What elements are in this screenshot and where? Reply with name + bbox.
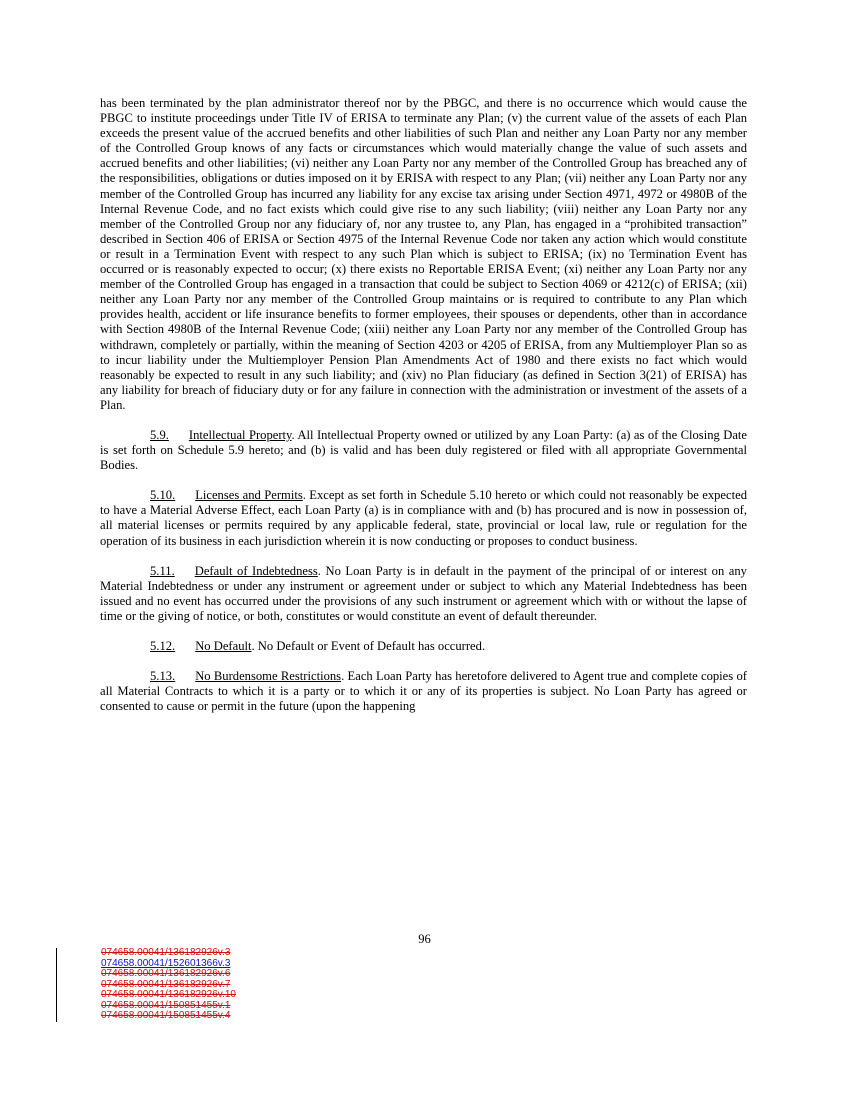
doc-id-deleted: 074658.00041/136182926v.7 [101, 978, 231, 990]
section-text: . Each Loan Party has heretofore delivered to Agent true and complete copies of all Material Contracts to which it is a party or to which it or any of its properties is subject. No Loan Party has agreed or consented to cause or permit in the future (upon the happening [100, 669, 747, 714]
section-title: No Default [195, 639, 252, 653]
section-title: Intellectual Property [188, 427, 292, 442]
document-id-footer [56, 948, 236, 1022]
section-title: Default of Indebtedness [194, 563, 318, 578]
doc-id-deleted: 074658.00041/136182926v.3 [101, 947, 231, 958]
page-number: 96 [418, 932, 431, 946]
section-number: 5.10. [150, 488, 176, 503]
section-number: 5.13. [150, 669, 176, 684]
section-title: No Burdensome Restrictions [195, 669, 342, 684]
section-paragraph [100, 564, 747, 624]
section-text: . No Default or Event of Default has occurred. [251, 639, 486, 653]
continuation-paragraph: has been terminated by the plan administrator thereof nor by the PBGC, and there is no occurrence which would cause the PBGC to institute proceedings under Title IV of ERISA to terminate any Plan; (v) the current value of the assets of each Plan exceeds the present value of the accrued benefits and other liabilities of such Plan and neither any Loan Party nor any member of the Controlled Group knows of any facts or circumstances which would materially change the value of such assets and accrued benefits and other liabilities; (vi) neither any Loan Party nor any member of the Controlled Group has breached any of the responsibilities, obligations or duties imposed on it by ERISA with respect to any Plan; (vii) neither any Loan Party nor any member of the Controlled Group has incurred any liability for any excise tax arising under Section 4971, 4972 or 4980B of the Internal Revenue Code, and no fact exists which could give rise to any such liability; (viii) neither any Loan Party nor any member of the Controlled Group nor any fiduciary of, nor any trustee to, any Plan, has engaged in a “prohibited transaction” described in Section 406 of ERISA or Section 4975 of the Internal Revenue Code nor taken any action which would constitute or result in a Termination Event with respect to any such Plan which is subject to ERISA; (ix) no Termination Event has occurred or is reasonably expected to occur; (x) there exists no Reportable ERISA Event; (xi) neither any Loan Party nor any member of the Controlled Group has engaged in a transaction that could be subject to Section 4069 or 4212(c) of ERISA; (xii) neither any Loan Party nor any member of the Controlled Group maintains or is required to contribute to any Plan which provides health, accident or life insurance benefits to former employees, their spouses or dependents, other than in accordance with Section 4980B of the Internal Revenue Code; (xiii) neither any Loan Party nor any member of the Controlled Group has withdrawn, completely or partially, within the meaning of Section 4203 or 4205 of ERISA, from any Multiemployer Plan so as to incur liability under the Multiemployer Pension Plan Amendments Act of 1980 and there exists no fact which would reasonably be expected to result in any such liability; and (xiv) no Plan fiduciary (as defined in Section 3(21) of ERISA) has any liability for breach of fiduciary duty or for any failure in connection with the administration or investment of the assets of a Plan. [100, 96, 747, 412]
section-paragraph [100, 488, 747, 548]
section-number: 5.9. [150, 427, 169, 442]
section-paragraph [100, 639, 747, 654]
section-text: . All Intellectual Property owned or utilized by any Loan Party: (a) as of the Closing Date is set forth on Schedule 5.9 hereto; and (b) is valid and has been duly registered or filed with all appropriate Governmental Bodies. [100, 427, 748, 473]
doc-id-deleted: 074658.00041/136182926v.6 [101, 968, 231, 979]
doc-id-inserted: 074658.00041/152601366v.3 [101, 957, 231, 969]
section-number: 5.11. [150, 563, 175, 578]
section-number: 5.12. [150, 639, 176, 653]
section-text: . Except as set forth in Schedule 5.10 hereto or which could not reasonably be expected to have a Material Adverse Effect, each Loan Party (a) is in compliance with and (b) has procured and is now in possession of, all material licenses or permits required by any applicable federal, state, provincial or local law, rule or regulation for the operation of its business in each jurisdiction wherein it is now conducting or proposes to conduct business. [100, 488, 747, 548]
doc-id-deleted: 074658.00041/150851455v.4 [101, 1010, 231, 1021]
section-paragraph [100, 669, 747, 714]
doc-id-deleted: 074658.00041/136182926v.10 [101, 989, 236, 1000]
doc-id-deleted: 074658.00041/150851455v.1 [101, 999, 231, 1011]
section-text: . No Loan Party is in default in the payment of the principal of or interest on any Material Indebtedness or under any instrument or agreement under or subject to which any Material Indebtedness has been issued and no event has occurred under the provisions of any such instrument or agreement which with or without the lapse of time or the giving of notice, or both, constitutes or would constitute an event of default thereunder. [100, 563, 747, 623]
section-paragraph [100, 428, 747, 473]
section-title: Licenses and Permits [195, 488, 303, 503]
body-text [100, 96, 747, 714]
